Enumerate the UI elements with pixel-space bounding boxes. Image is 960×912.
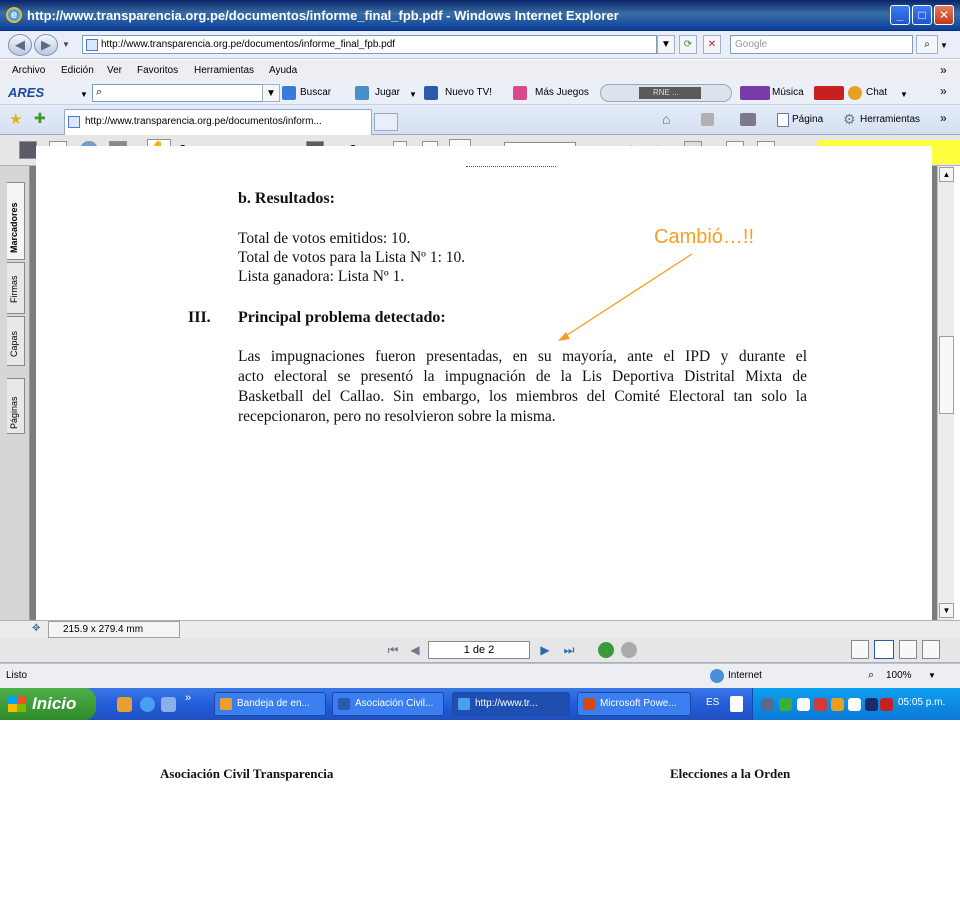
tab-marcadores[interactable] [7, 182, 25, 260]
zoom-dropdown-icon[interactable]: ▼ [928, 671, 936, 680]
ares-search-input[interactable] [92, 84, 278, 102]
outlook-quicklaunch-icon[interactable] [117, 697, 132, 712]
internet-explorer-icon: e [6, 7, 22, 23]
mas-juegos-button[interactable]: Más Juegos [535, 87, 589, 98]
pdf-page-2 [36, 712, 932, 912]
resize-arrows-icon[interactable]: ✥ [32, 623, 41, 634]
tab-paginas[interactable] [7, 378, 25, 434]
joystick-icon [355, 86, 369, 100]
search-go-icon [282, 86, 296, 100]
result-line: Total de votos para la Lista Nº 1: 10. [238, 249, 466, 266]
tab-capas-label: Capas [9, 330, 19, 357]
maximize-button[interactable]: □ [912, 5, 932, 25]
previous-page-icon[interactable]: ◀ [410, 643, 420, 657]
taskbar-button-ie[interactable]: http://www.tr... [452, 692, 570, 716]
chevron-icon[interactable]: » [940, 84, 947, 98]
vertical-scrollbar[interactable] [937, 166, 954, 620]
radio-player[interactable] [600, 84, 732, 102]
address-toolbar [0, 31, 960, 59]
results-list [238, 229, 465, 286]
paragraph-line: Basketball del Callao. Sin embargo, los miembros del Comité Electoral tan solo la [238, 388, 807, 405]
history-dropdown-icon[interactable]: ▼ [62, 40, 70, 49]
language-indicator[interactable]: ES [706, 697, 720, 708]
close-button[interactable]: ✕ [934, 5, 954, 25]
page2-header-left: Asociación Civil Transparencia [160, 766, 334, 781]
paragraph-line: Las impugnaciones fueron presentadas, en su mayoría, ante el IPD y durante el [238, 348, 807, 365]
menu-edicion[interactable]: Edición [61, 65, 94, 76]
desktop-quicklaunch-icon[interactable] [161, 697, 176, 712]
page-number-input[interactable]: 1 de 2 [428, 641, 530, 659]
window-title-bar [0, 0, 960, 31]
tray-red-icon[interactable] [814, 698, 827, 711]
scroll-up-button[interactable]: ▲ [939, 167, 954, 182]
stop-button[interactable]: ✕ [703, 35, 721, 54]
first-page-icon[interactable]: ⏮ [387, 643, 399, 657]
warning-icon[interactable] [831, 698, 844, 711]
status-text: Listo [6, 670, 28, 681]
minimize-button[interactable]: _ [890, 5, 910, 25]
ares-dropdown-icon[interactable]: ▼ [80, 90, 88, 99]
windows-logo-icon [8, 696, 26, 712]
taskbar-button-outlook[interactable]: Bandeja de en... [214, 692, 326, 716]
new-tab-button[interactable] [374, 113, 398, 131]
tab-marcadores-label: Marcadores [9, 202, 19, 253]
feeds-icon[interactable] [701, 113, 714, 126]
single-page-view-icon[interactable] [851, 640, 869, 659]
result-line: Lista ganadora: Lista Nº 1. [238, 268, 405, 285]
menu-ayuda[interactable]: Ayuda [269, 65, 298, 76]
zoom-magnifier-icon: ⌕ [868, 669, 875, 681]
tab-paginas-label: Páginas [9, 396, 19, 429]
security-zone: Internet [728, 670, 762, 681]
ares-toolbar [0, 81, 960, 105]
internet-globe-icon [710, 669, 724, 683]
address-input[interactable]: http://www.transparencia.org.pe/documentos/informe_final_fpb.pdf [82, 35, 657, 54]
tab-firmas-label: Firmas [9, 275, 19, 303]
chat-icon [848, 86, 862, 100]
page-icon [68, 116, 80, 128]
page-icon [86, 39, 98, 51]
facing-view-icon[interactable] [899, 640, 917, 659]
radio-station-select[interactable]: RNE ... [639, 87, 701, 99]
jugar-button[interactable]: Jugar [375, 87, 401, 98]
windows-taskbar [0, 688, 960, 720]
result-line: Total de votos emitidos: 10. [238, 230, 411, 247]
dizzler-logo [740, 86, 770, 100]
taskbar-button-word[interactable]: Asociación Civil... [332, 692, 444, 716]
chevron-icon[interactable]: » [940, 63, 947, 77]
ie-quicklaunch-icon[interactable] [140, 697, 155, 712]
section-title: Principal problema detectado: [238, 309, 446, 326]
page-menu-icon [777, 113, 789, 127]
menu-bar [0, 60, 960, 81]
search-input[interactable]: Google [730, 35, 913, 54]
volume-icon[interactable] [865, 698, 878, 711]
next-page-icon[interactable]: ▶ [540, 643, 550, 657]
network-icon[interactable] [761, 698, 774, 711]
gear-icon: ⚙ [843, 111, 856, 127]
page-navigation-bar [0, 638, 960, 663]
problem-paragraph [238, 347, 807, 427]
search-icon: ⌕ [96, 86, 103, 98]
menu-archivo[interactable]: Archivo [12, 65, 46, 76]
page-size-display: 215.9 x 279.4 mm [48, 621, 180, 638]
youtube-logo[interactable] [814, 86, 844, 100]
page2-header-right: Elecciones a la Orden [670, 766, 791, 781]
tab-firmas[interactable] [7, 262, 25, 314]
search-button[interactable]: ⌕ [916, 35, 938, 54]
taskbar-button-powerpoint[interactable]: Microsoft Powe... [577, 692, 691, 716]
save-icon[interactable] [19, 141, 37, 159]
games-icon [513, 86, 527, 100]
ares-search-dropdown[interactable]: ▼ [262, 84, 280, 102]
last-page-icon[interactable]: ⏭ [563, 643, 575, 657]
forward-button[interactable]: ▶ [34, 34, 58, 56]
address-dropdown-button[interactable]: ▼ [657, 35, 675, 54]
system-tray [752, 688, 960, 720]
cut-text-line [466, 166, 556, 170]
search-options-dropdown-icon[interactable]: ▼ [940, 41, 948, 50]
pdf-status-bar [0, 620, 960, 638]
chevron-icon[interactable]: » [185, 692, 192, 704]
help-icon[interactable] [730, 696, 743, 712]
page-zoom-level[interactable]: 100% [886, 670, 912, 681]
menu-favoritos[interactable]: Favoritos [137, 65, 179, 76]
print-icon[interactable] [740, 113, 756, 126]
menu-herramientas[interactable]: Herramientas [194, 65, 255, 76]
chevron-icon[interactable]: » [940, 111, 947, 125]
go-forward-view-icon[interactable] [621, 642, 637, 658]
paragraph-line: acto electoral se presentó la impugnación de la Lis Deportiva Distrital Mixta de [238, 368, 807, 385]
panda-icon[interactable] [797, 698, 810, 711]
browser-status-bar [0, 663, 960, 688]
pdf-navigation-pane [0, 166, 30, 620]
chat-dropdown-icon[interactable]: ▼ [900, 90, 908, 99]
back-button[interactable]: ◀ [8, 34, 32, 56]
antivirus-icon[interactable] [779, 698, 792, 711]
add-favorite-icon[interactable]: ✚ [34, 110, 46, 126]
refresh-button[interactable]: ⟳ [679, 35, 697, 54]
continuous-view-icon[interactable] [874, 640, 894, 659]
go-back-view-icon[interactable] [598, 642, 614, 658]
home-icon[interactable]: ⌂ [662, 111, 671, 127]
nuevo-tv-button[interactable]: Nuevo TV! [445, 87, 493, 98]
favorites-star-icon[interactable]: ★ [9, 111, 23, 128]
menu-ver[interactable]: Ver [107, 65, 123, 76]
start-label: Inicio [32, 694, 77, 713]
jugar-dropdown-icon[interactable]: ▼ [409, 90, 417, 99]
herramientas-menu[interactable]: Herramientas [860, 114, 921, 125]
musica-button[interactable]: Música [772, 87, 804, 98]
scroll-down-button[interactable]: ▼ [939, 603, 954, 618]
start-button[interactable] [0, 688, 96, 720]
tab-bar [0, 105, 960, 135]
annotation-arrow [546, 246, 706, 346]
window-title: http://www.transparencia.org.pe/documentos/informe_final_fpb.pdf - Windows Internet Explorer [27, 8, 619, 23]
continuous-facing-view-icon[interactable] [922, 640, 940, 659]
pagina-menu[interactable]: Página [792, 114, 824, 125]
tab-capas[interactable] [7, 316, 25, 366]
section-number: III. [188, 309, 211, 326]
chat-button[interactable]: Chat [866, 87, 888, 98]
messenger-icon[interactable] [848, 698, 861, 711]
ares-logo: ARES [8, 85, 45, 100]
tab-active[interactable]: http://www.transparencia.org.pe/documentos/inform... [64, 109, 372, 135]
subheading-resultados: b. Resultados: [238, 190, 335, 207]
buscar-button[interactable]: Buscar [300, 87, 332, 98]
scroll-thumb[interactable] [939, 336, 954, 414]
paragraph-line: recepcionaron, pero no resolvieron sobre la misma. [238, 408, 556, 425]
tv-icon [424, 86, 438, 100]
pdf-page-1 [36, 146, 932, 698]
tray-app-icon[interactable] [880, 698, 893, 711]
annotation-cambio: Cambió…!! [654, 226, 755, 248]
clock[interactable]: 05:05 p.m. [898, 697, 946, 708]
